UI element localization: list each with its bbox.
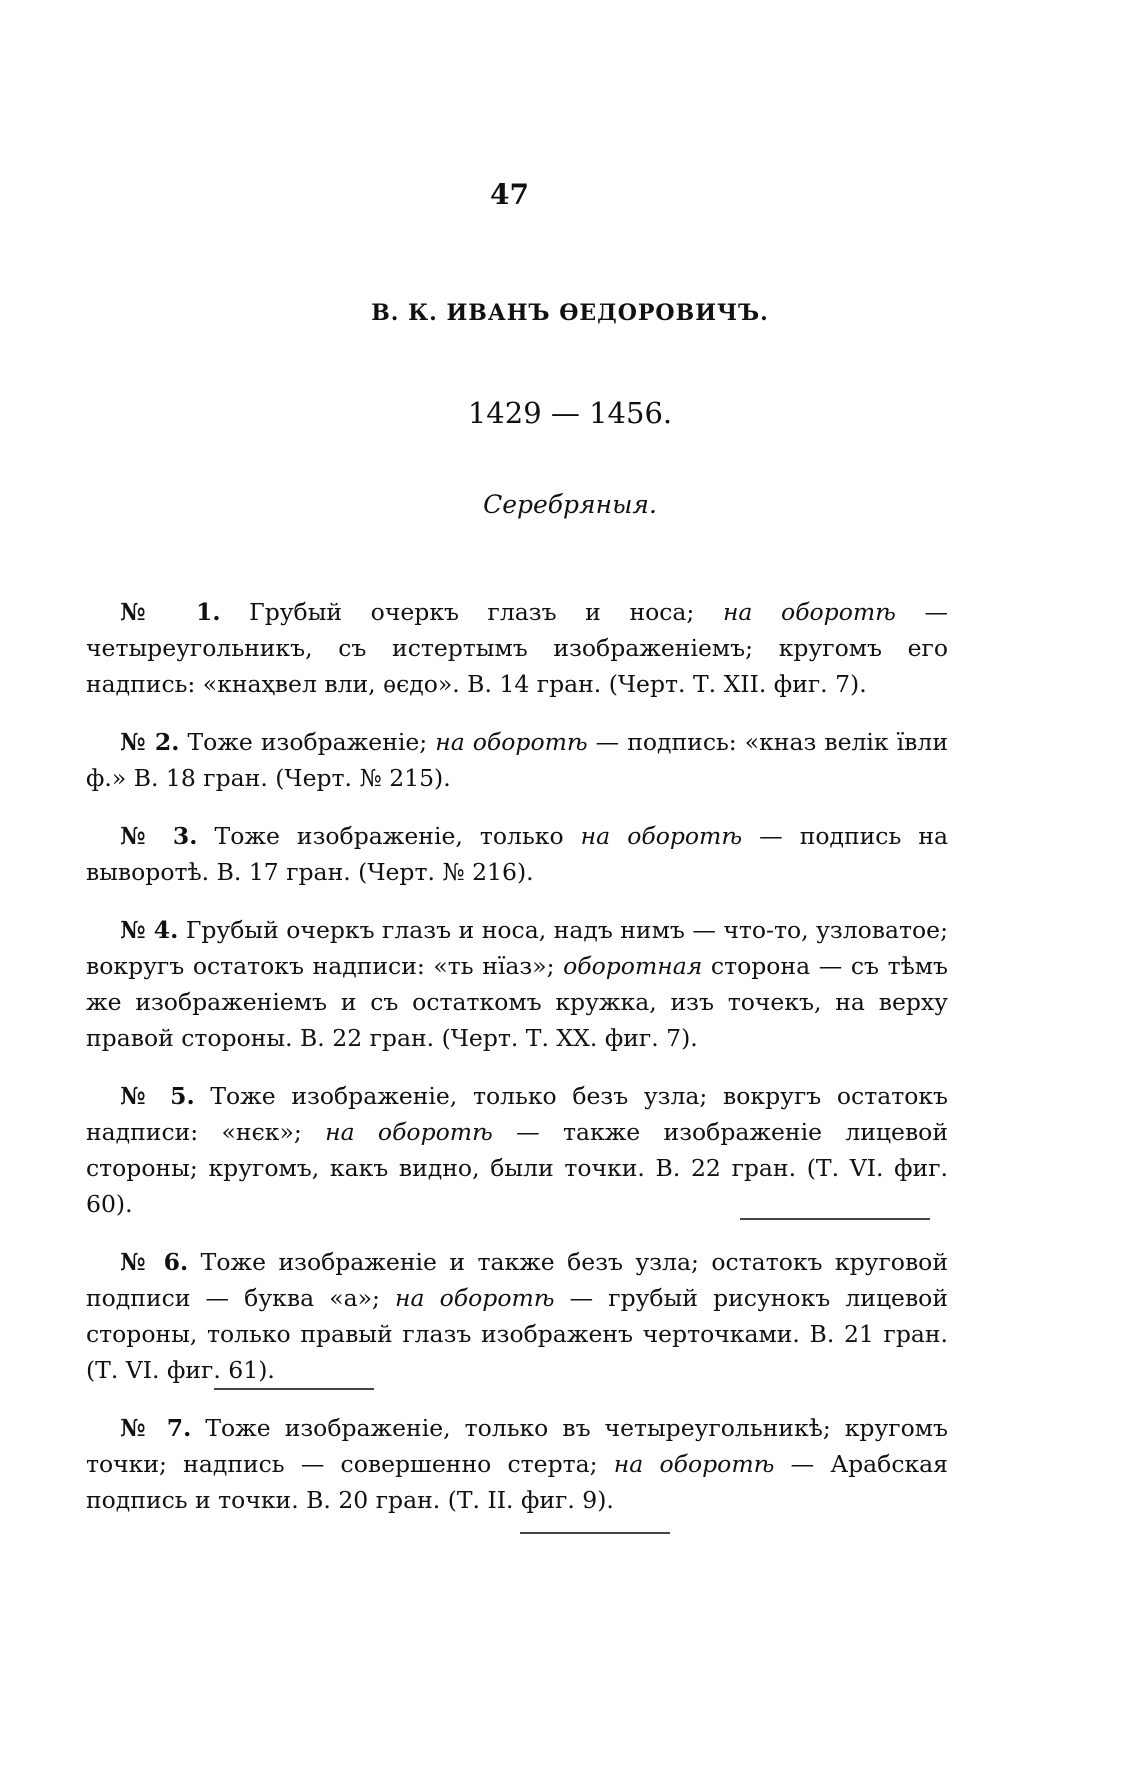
entry-text: Грубый очеркъ глазъ и носа; — [220, 598, 723, 626]
section-heading: В. К. ИВАНЪ ѲЕДОРОВИЧЪ. — [371, 300, 769, 326]
entry-italic: на оборотѣ — [722, 598, 896, 626]
coin-entries — [86, 594, 948, 1540]
entry-text: Тоже изображеніе; — [179, 728, 436, 756]
subheading: Серебряныя. — [483, 490, 657, 519]
coin-entry-6 — [86, 1244, 948, 1388]
coin-entry-7 — [86, 1410, 948, 1518]
entry-text: — подпись на выворотѣ. В. 17 гран. (Черт. № 216). — [86, 822, 948, 886]
coin-entry-3 — [86, 818, 948, 890]
page-number: 47 — [490, 178, 529, 211]
reign-years: 1429 — 1456. — [467, 396, 673, 430]
pencil-underline-mark — [520, 1532, 670, 1534]
coin-entry-1 — [86, 594, 948, 702]
entry-italic: на оборотѣ — [395, 1284, 555, 1312]
entry-text: Тоже изображеніе, только — [197, 822, 581, 850]
entry-italic: оборотная — [563, 952, 703, 980]
entry-number: № 2. — [120, 728, 180, 756]
entry-number: № 1. — [120, 598, 221, 626]
pencil-underline-mark — [740, 1218, 930, 1220]
entry-italic: на оборотѣ — [325, 1118, 493, 1146]
entry-number: № 5. — [120, 1082, 195, 1110]
entry-text: — четыреугольникъ, съ истертымъ изображеніемъ; кругомъ его надпись: «кнаҳвел вли, ѳєдо». В. 14 гран. (Черт. Т. XII. фиг. 7). — [86, 598, 949, 698]
entry-italic: на оборотѣ — [613, 1450, 775, 1478]
coin-entry-5 — [86, 1078, 948, 1222]
entry-italic: на оборотѣ — [580, 822, 743, 850]
coin-entry-2 — [86, 724, 948, 796]
entry-text: Тоже изображеніе, только въ четыреугольникѣ; кругомъ точки; надпись — совершенно стерта; — [86, 1414, 948, 1478]
entry-number: № 6. — [120, 1248, 189, 1276]
entry-italic: на оборотѣ — [435, 728, 588, 756]
entry-number: № 7. — [120, 1414, 192, 1442]
entry-number: № 3. — [120, 822, 198, 850]
entry-text: Тоже изображеніе, только безъ узла; вокругъ остатокъ надписи: «нєк»; — [86, 1082, 948, 1146]
entry-text: Грубый очеркъ глазъ и носа, надъ нимъ — что-то, узловатое; вокругъ остатокъ надписи: «ть нїаз»; — [86, 916, 948, 980]
entry-text: Тоже изображеніе и также безъ узла; остатокъ круговой подписи — буква «а»; — [86, 1248, 948, 1312]
entry-text: — подпись: «кназ велік ївли ф.» В. 18 гран. (Черт. № 215). — [86, 728, 948, 792]
pencil-underline-mark — [214, 1388, 374, 1390]
entry-number: № 4. — [120, 916, 179, 944]
entry-text: — Арабская подпись и точки. В. 20 гран. (Т. II. фиг. 9). — [86, 1450, 948, 1514]
coin-entry-4 — [86, 912, 948, 1056]
entry-text: — грубый рисунокъ лицевой стороны, только правый глазъ изображенъ черточками. В. 21 гран. (Т. VI. фиг. 61). — [86, 1284, 948, 1384]
entry-text: сторона — съ тѣмъ же изображеніемъ и съ остаткомъ кружка, изъ точекъ, на верху правой стороны. В. 22 гран. (Черт. Т. XX. фиг. 7). — [86, 952, 948, 1052]
entry-text: — также изображеніе лицевой стороны; кругомъ, какъ видно, были точки. В. 22 гран. (Т. VI. фиг. 60). — [86, 1118, 948, 1218]
